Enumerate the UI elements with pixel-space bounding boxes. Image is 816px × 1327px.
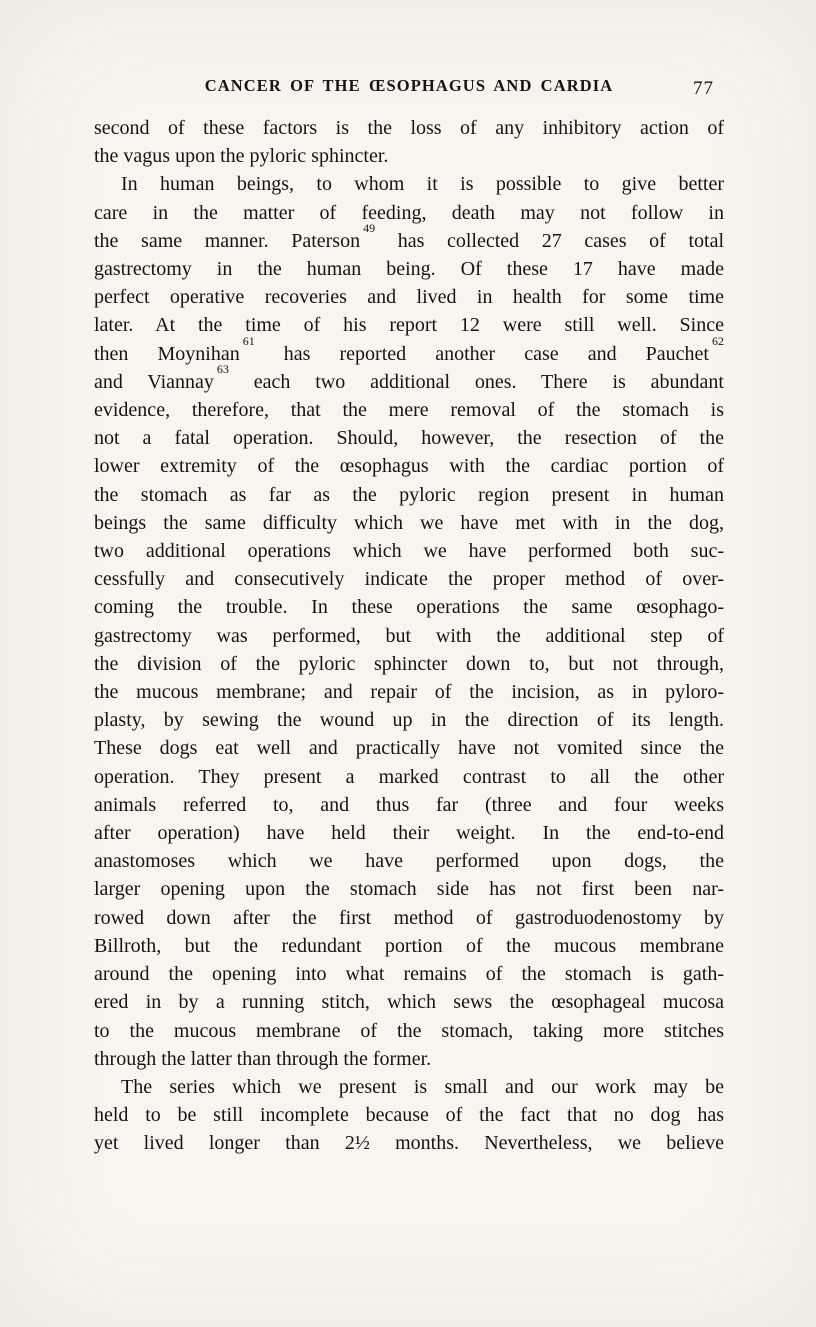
text-line: the same manner. Paterson$^{49}$ has collected 27 cases of total xyxy=(94,221,724,252)
text-line: operation. They present a marked contrast to all the other xyxy=(94,765,724,788)
text-line: evidence, therefore, that the mere removal of the stomach is xyxy=(94,399,724,422)
text-line: the division of the pyloric sphincter down to, but not through, xyxy=(94,652,724,675)
text-line: Billroth, but the redundant portion of the mucous membrane xyxy=(94,934,724,957)
text-line: The series which we present is small and our work may be xyxy=(121,1075,724,1098)
page-number: 77 xyxy=(693,78,714,99)
text-line: coming the trouble. In these operations the same œsophago- xyxy=(94,596,724,619)
text-line: larger opening upon the stomach side has not first been nar- xyxy=(94,878,724,901)
text-line: after operation) have held their weight. In the end-to-end xyxy=(94,822,724,845)
text-line: later. At the time of his report 12 were still well. Since xyxy=(94,314,724,337)
text-line: cessfully and consecutively indicate the proper method of over- xyxy=(94,568,724,591)
footnote-reference: 61 xyxy=(242,333,255,348)
text-line: In human beings, to whom it is possible to give better xyxy=(121,173,724,196)
footnote-reference: 63 xyxy=(216,362,229,377)
text-line: care in the matter of feeding, death may not follow in xyxy=(94,201,724,224)
text-line: These dogs eat well and practically have not vomited since the xyxy=(94,737,724,760)
text-line: the mucous membrane; and repair of the incision, as in pyloro- xyxy=(94,681,724,704)
text-line: to the mucous membrane of the stomach, taking more stitches xyxy=(94,1019,724,1042)
text-line: around the opening into what remains of the stomach is gath- xyxy=(94,963,724,986)
text-line: anastomoses which we have performed upon dogs, the xyxy=(94,850,724,873)
text-line: gastrectomy was performed, but with the additional step of xyxy=(94,624,724,647)
text-line: not a fatal operation. Should, however, the resection of the xyxy=(94,427,724,450)
text-line: yet lived longer than 2½ months. Nevertheless, we believe xyxy=(94,1132,724,1155)
text-line: rowed down after the first method of gastroduodenostomy by xyxy=(94,906,724,929)
text-line: two additional operations which we have performed both suc- xyxy=(94,540,724,563)
running-header xyxy=(94,76,724,96)
text-line: held to be still incomplete because of the fact that no dog has xyxy=(94,1104,724,1127)
page-title: CANCER OF THE ŒSOPHAGUS AND CARDIA xyxy=(204,76,614,95)
text-line: lower extremity of the œsophagus with the cardiac portion of xyxy=(94,455,724,478)
body-text xyxy=(94,114,724,1158)
text-line: ered in by a running stitch, which sews the œsophageal mucosa xyxy=(94,991,724,1014)
text-line: beings the same difficulty which we have met with in the dog, xyxy=(94,511,724,534)
footnote-reference: 62 xyxy=(711,333,724,348)
text-line: gastrectomy in the human being. Of these 17 have made xyxy=(94,258,724,281)
footnote-reference: 49 xyxy=(363,221,376,236)
text-line: plasty, by sewing the wound up in the direction of its length. xyxy=(94,709,724,732)
text-line: perfect operative recoveries and lived in health for some time xyxy=(94,286,724,309)
text-line: then Moynihan$^{61}$ has reported another case and Pauchet$^{62}$ xyxy=(94,333,724,365)
text-line: through the latter than through the former. xyxy=(94,1047,432,1070)
text-line: and Viannay$^{63}$ each two additional ones. There is abundant xyxy=(94,362,724,393)
text-line: the vagus upon the pyloric sphincter. xyxy=(94,145,389,168)
text-line: second of these factors is the loss of any inhibitory action of xyxy=(94,117,724,139)
text-line: the stomach as far as the pyloric region present in human xyxy=(94,483,724,506)
text-line: animals referred to, and thus far (three and four weeks xyxy=(94,793,724,816)
